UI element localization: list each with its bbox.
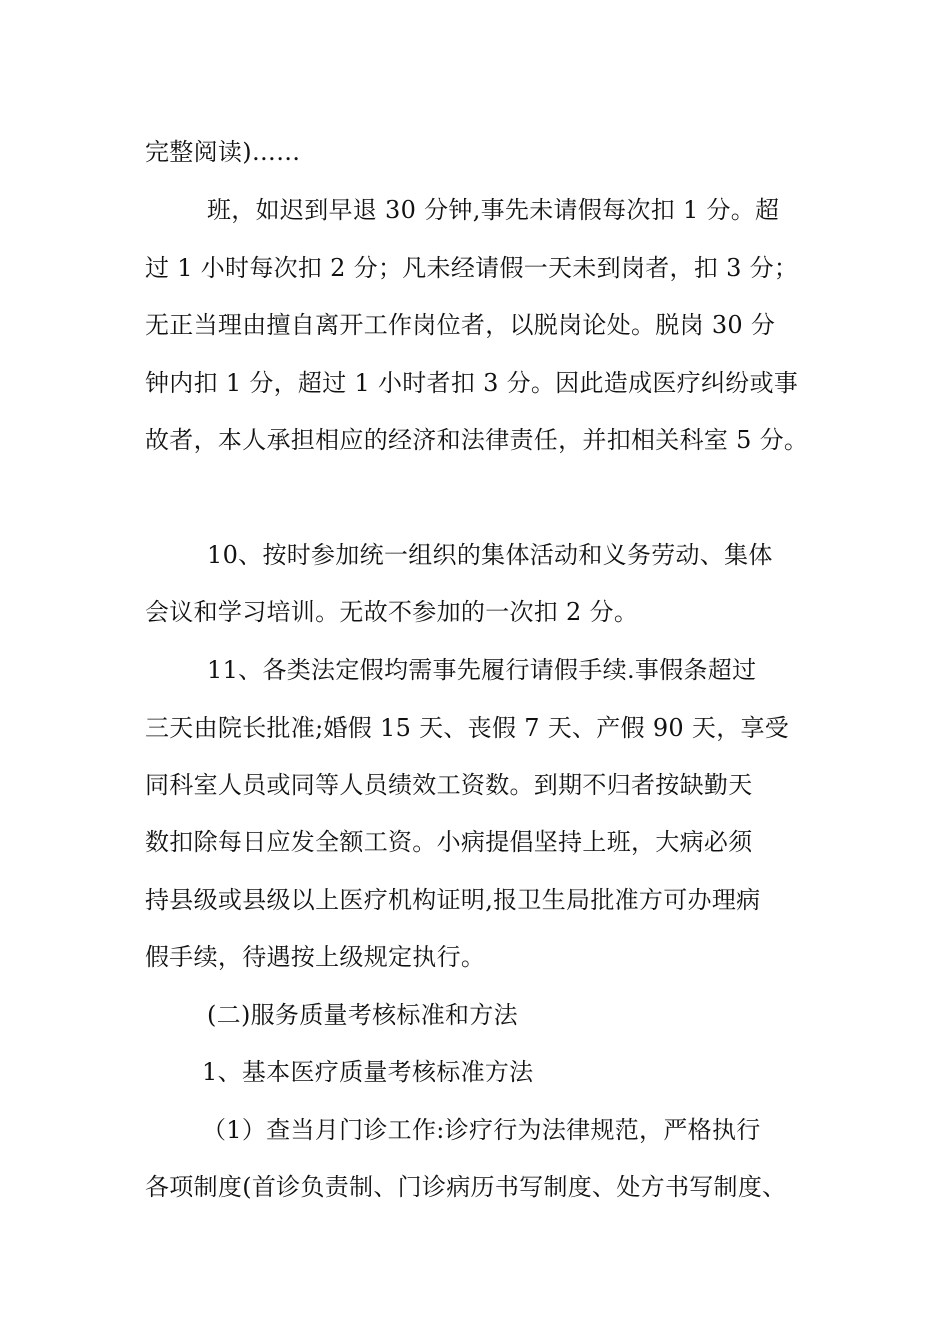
text-line: 故者，本人承担相应的经济和法律责任，并扣相关科室 5 分。 (145, 426, 809, 454)
text-line: （1）查当月门诊工作:诊疗行为法律规范，严格执行 (202, 1116, 761, 1144)
section-heading: (二)服务质量考核标准和方法 (207, 1001, 518, 1029)
text-line: 数扣除每日应发全额工资。小病提倡坚持上班，大病必须 (145, 828, 753, 856)
text-line: 钟内扣 1 分，超过 1 小时者扣 3 分。因此造成医疗纠纷或事 (145, 369, 799, 397)
text-line: 班，如迟到早退 30 分钟,事先未请假每次扣 1 分。超 (207, 196, 780, 224)
text-line: 同科室人员或同等人员绩效工资数。到期不归者按缺勤天 (145, 771, 753, 799)
text-line: 假手续，待遇按上级规定执行。 (145, 943, 486, 971)
text-line: 持县级或县级以上医疗机构证明,报卫生局批准方可办理病 (145, 886, 761, 914)
text-line: 过 1 小时每次扣 2 分；凡未经请假一天未到岗者，扣 3 分； (145, 254, 799, 282)
text-line: 无正当理由擅自离开工作岗位者，以脱岗论处。脱岗 30 分 (145, 311, 776, 339)
text-line: 完整阅读)…… (145, 138, 301, 166)
text-line: 10、按时参加统一组织的集体活动和义务劳动、集体 (207, 541, 773, 569)
text-line: 会议和学习培训。无故不参加的一次扣 2 分。 (145, 598, 639, 626)
text-line: 三天由院长批准;婚假 15 天、丧假 7 天、产假 90 天，享受 (145, 714, 790, 742)
subsection-heading: 1、基本医疗质量考核标准方法 (202, 1058, 534, 1086)
text-line: 11、各类法定假均需事先履行请假手续.事假条超过 (207, 656, 757, 684)
text-line: 各项制度(首诊负责制、门诊病历书写制度、处方书写制度、 (145, 1173, 787, 1201)
